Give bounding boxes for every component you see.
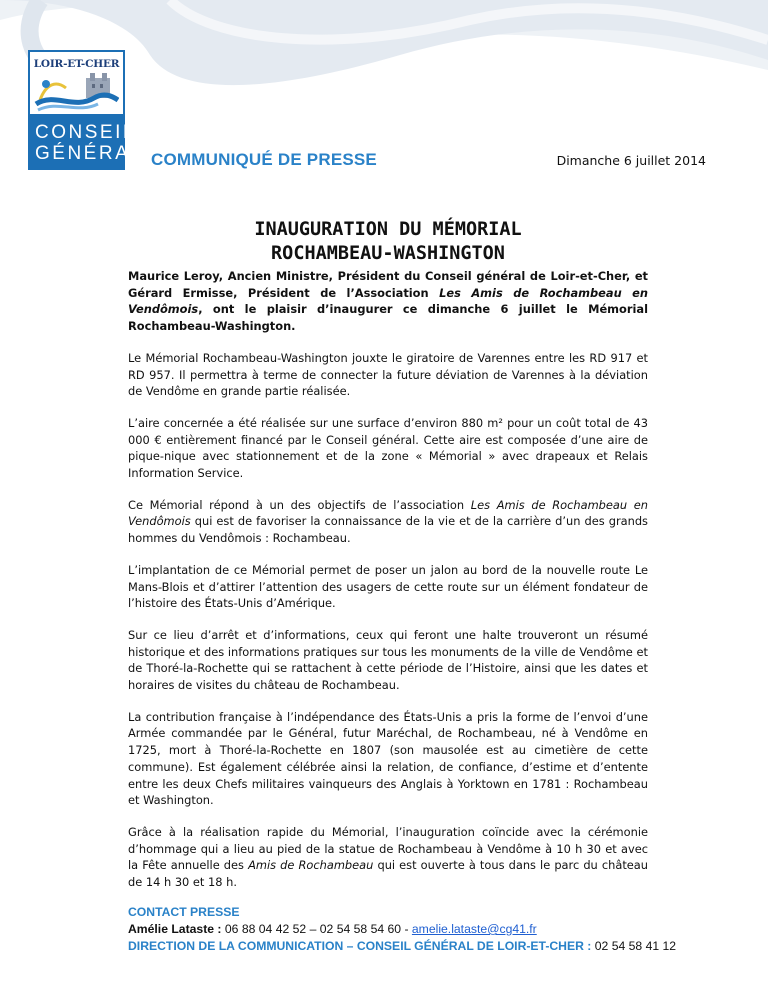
contact-phones: 06 88 04 42 52 – 02 54 58 54 60 - [221,922,412,936]
paragraph-ceremony [128,824,648,891]
contact-email-link[interactable]: amelie.lataste@cg41.fr [411,922,537,936]
conseil-general-logo [28,50,144,170]
lead-paragraph [128,268,648,335]
press-release-label: COMMUNIQUÉ DE PRESSE [151,150,377,169]
paragraph-location: Le Mémorial Rochambeau-Washington jouxte le giratoire de Varennes entre les RD 917 et RD 957. Il permettra à terme de connecter la future déviation de Varennes à la déviation de Vendôme en grande partie réalisée. [128,350,648,399]
lead-text-end: , ont le plaisir d’inaugurer ce dimanche 6 juillet le Mémorial Rochambeau-Washington. [128,302,648,334]
association-name: Les Amis de Rochambeau en Vendômois [128,285,649,317]
logo-emblem-panel [28,50,125,116]
association-name: Les Amis de Rochambeau en Vendômois [128,497,649,529]
logo-line-conseil: CONSEIL [35,122,136,143]
article-body [128,268,648,906]
paragraph-information: Sur ce lieu d’arrêt et d’informations, ceux qui feront une halte trouveront un résumé historique et des informations pratiques sur tous les monuments de la ville de Vendôme et de Thoré-la-Rochette qui se rattachent à cette période de l’Histoire, ainsi que les dates et horaires de visites du château de Rochambeau. [128,627,648,693]
title-line-2: ROCHAMBEAU-WASHINGTON [271,243,505,264]
contact-line [128,921,728,938]
contact-heading: CONTACT PRESSE [128,905,240,919]
paragraph-area-cost: L’aire concernée a été réalisée sur une surface d’environ 880 m² pour un coût total de 43 000 € entièrement financé par le Conseil général. Cette aire est composée d’une aire de pique-nique avec stationnement et de la zone « Mémorial » avec drapeaux et Relais Information Service. [128,415,648,481]
paragraph-route: L’implantation de ce Mémorial permet de poser un jalon au bord de la nouvelle route Le Mans-Blois et d’attirer l’attention des usagers de cette route sur un élément fondateur de l’histoire des États-Unis d’Amérique. [128,562,648,611]
river-castle-emblem-icon [34,70,119,114]
logo-department-name: LOIR-ET-CHER [33,58,120,70]
press-contact-footer [128,904,728,955]
release-date: Dimanche 6 juillet 2014 [556,153,706,168]
contact-name: Amélie Lataste : [128,922,222,936]
direction-line [128,938,728,955]
paragraph-history: La contribution française à l’indépendance des États-Unis a pris la forme de l’envoi d’une Armée commandée par le Général, futur Maréchal, de Rochambeau, né à Vendôme en 1725, mort à Thoré-la-Rochette en 1807 (son mausolée est au cimetière de cette commune). Est également célébrée ainsi la relation, de confiance, d’estime et d’entente entre les deux Chefs militaires vainqueurs des Anglais à Yorktown en 1781 : Rochambeau et Washington. [128,709,648,808]
title-line-1: INAUGURATION DU MÉMORIAL [254,219,522,240]
direction-label: DIRECTION DE LA COMMUNICATION – CONSEIL GÉNÉRAL DE LOIR-ET-CHER : [128,939,592,953]
paragraph-text-end: qui est ouverte à tous dans le parc du château de 14 h 30 et 18 h. [128,858,648,890]
paragraph-objectives [128,497,648,547]
direction-phone: 02 54 58 41 12 [591,939,677,953]
paragraph-text: Ce Mémorial répond à un des objectifs de l’association [128,497,471,512]
logo-line-general: GÉNÉRAL [35,143,144,164]
paragraph-text-end: qui est de favoriser la connaissance de la vie et de la carrière d’un des grands hommes du Vendômois : Rochambeau. [128,514,648,546]
lead-text: Maurice Leroy, Ancien Ministre, Président du Conseil général de Loir-et-Cher, et Gérard Ermisse, Président de l’Association [128,269,648,300]
paragraph-text: Grâce à la réalisation rapide du Mémorial, l’inauguration coïncide avec la cérémonie d’hommage qui a lieu au pied de la statue de Rochambeau à Vendôme à 10 h 30 et avec la Fête annuelle des [128,824,648,873]
association-short-name: Amis de Rochambeau [248,858,374,873]
